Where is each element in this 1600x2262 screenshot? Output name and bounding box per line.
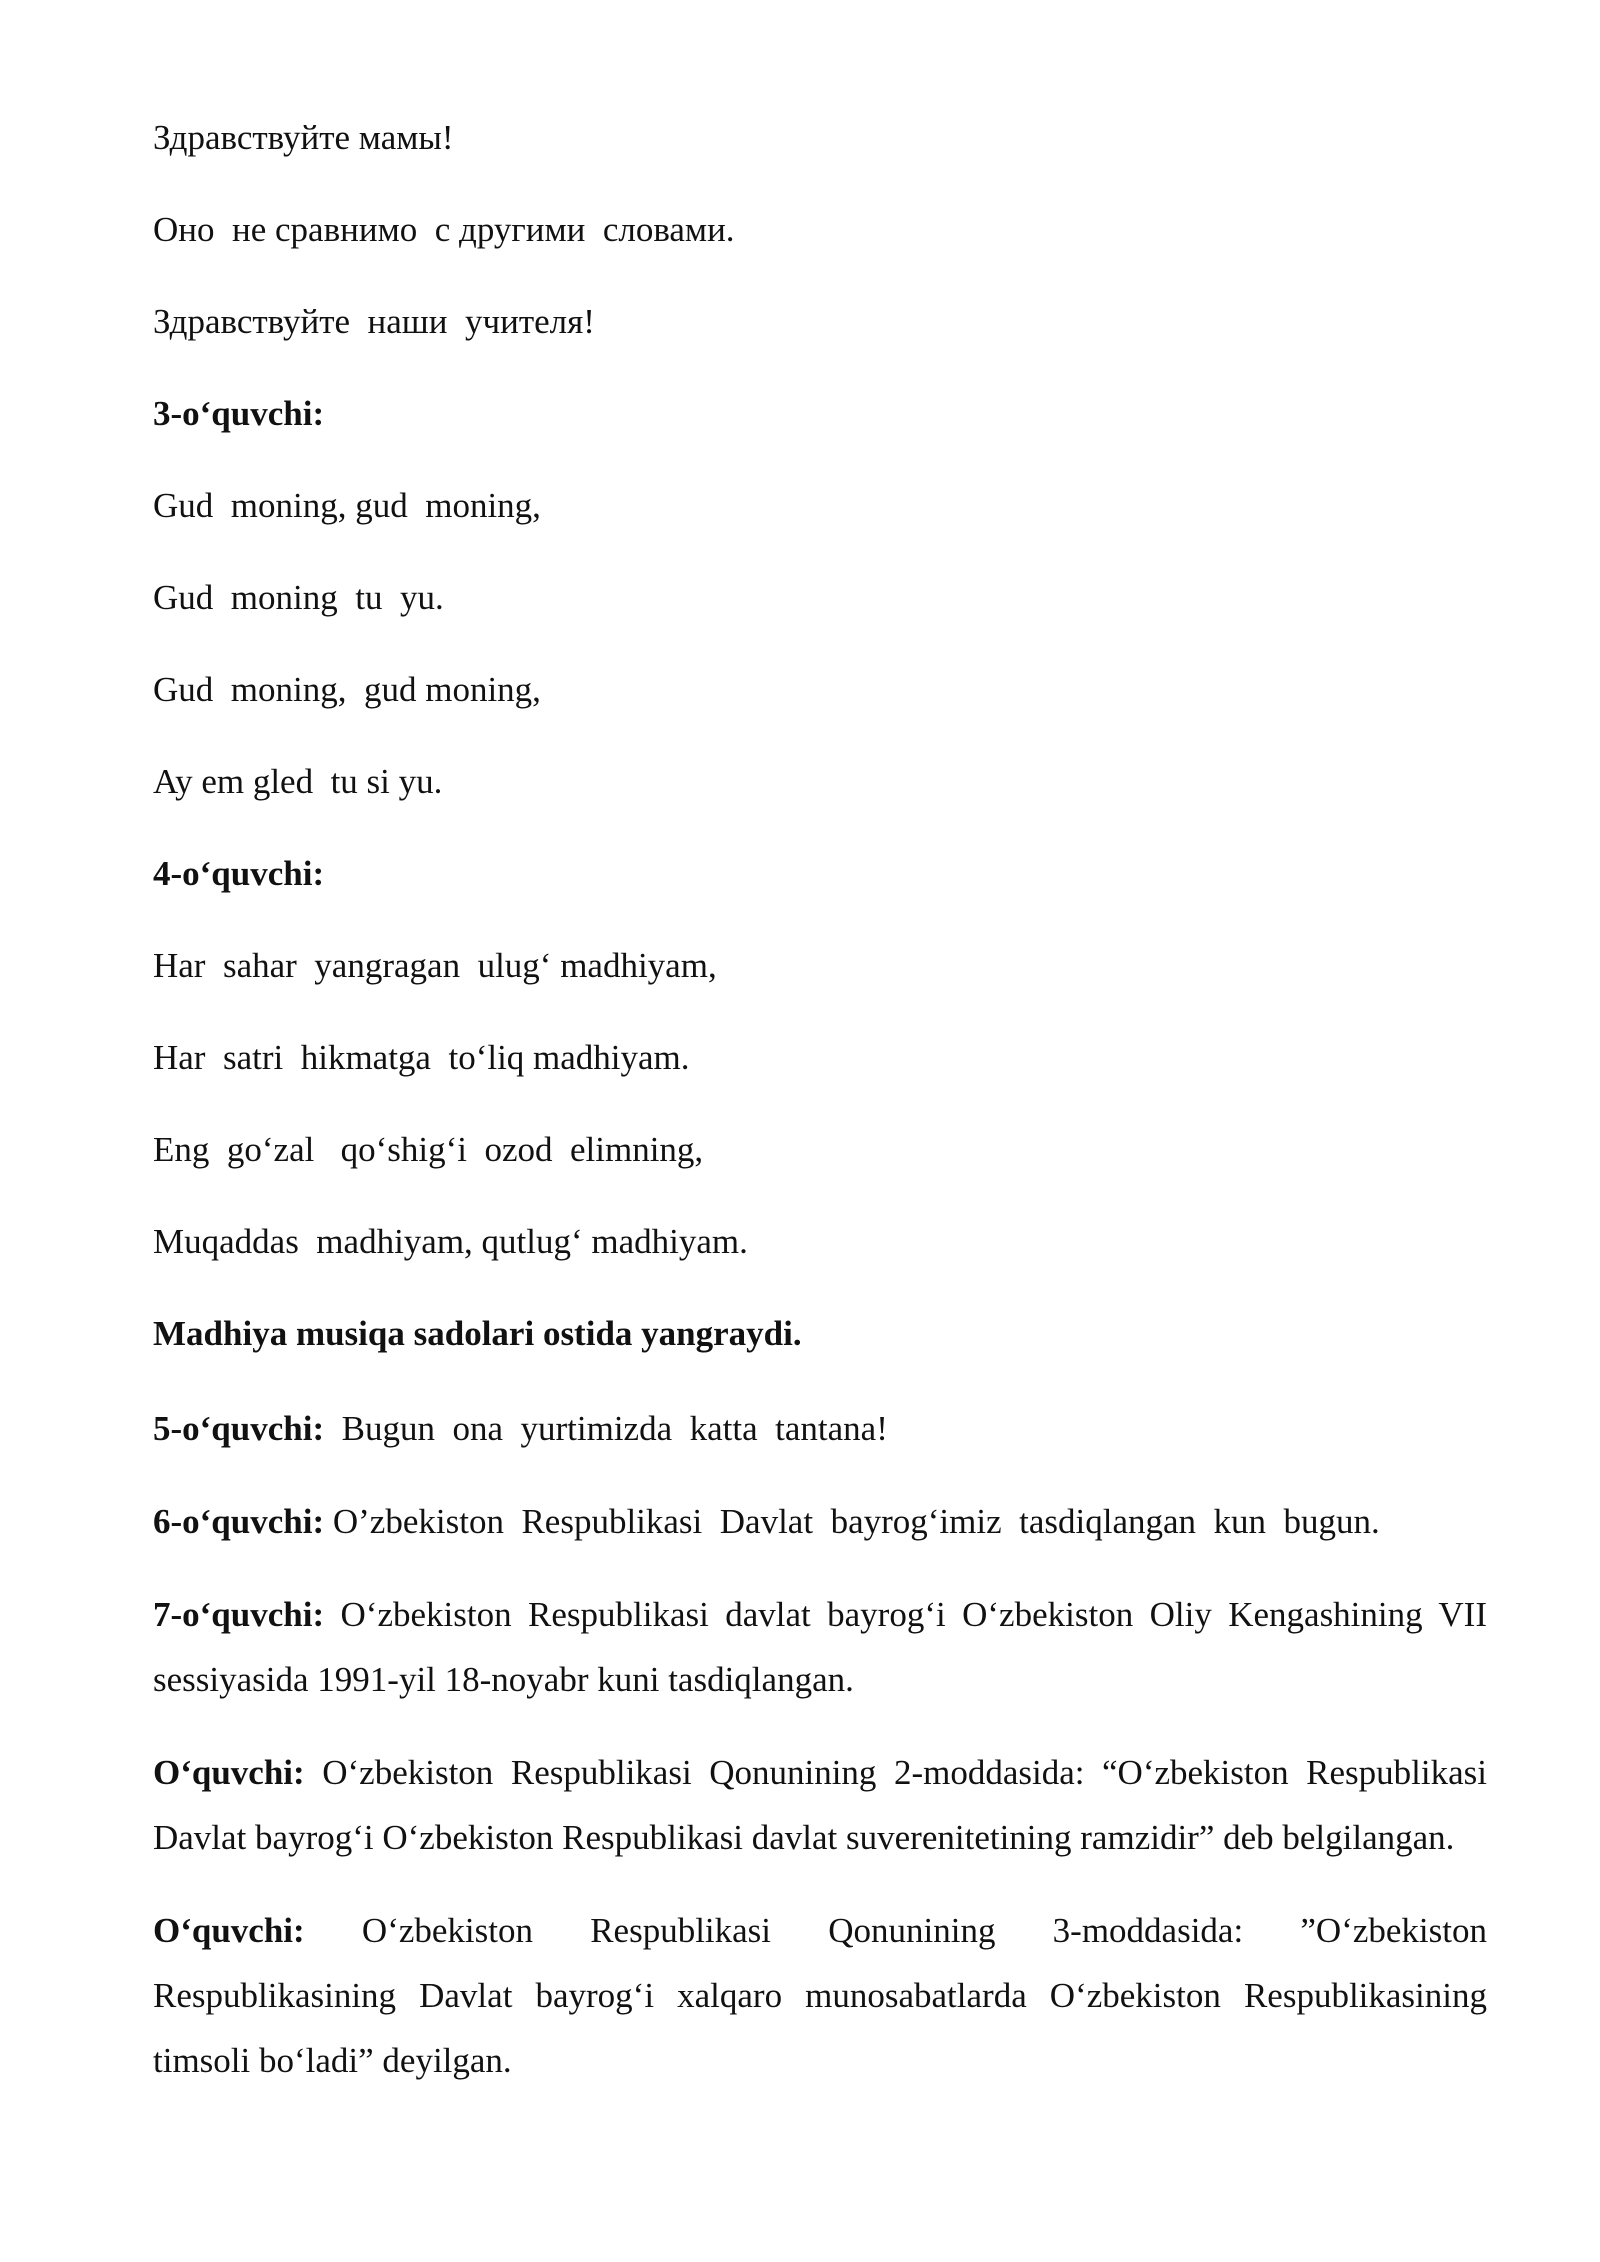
speech-paragraph <box>153 1898 1487 2093</box>
verse-line: Оно не сравнимо с другими словами. <box>153 210 735 249</box>
greeting-teachers: Здравствуйте наши учителя! <box>153 302 595 341</box>
verse-line: Ay em gled tu si yu. <box>153 762 443 801</box>
anthem-verse-line: Muqaddas madhiyam, qutlug‘ madhiyam. <box>153 1222 748 1261</box>
speech-text: O‘zbekiston Respublikasi Qonunining 3-moddasida: ”O‘zbekiston Respublikasining Davlat bayrog‘i xalqaro munosabatlarda O‘zbekiston Respublikasining timsoli bo‘ladi” deyilgan. <box>153 1911 1487 2080</box>
anthem-verse-line: Har sahar yangragan ulug‘ madhiyam, <box>153 946 717 985</box>
speaker-label: 4-o‘quvchi: <box>153 854 325 893</box>
speech-text: O‘zbekiston Respublikasi davlat bayrog‘i O‘zbekiston Oliy Kengashining VII sessiyasida 1991-yil 18-noyabr kuni tasdiqlangan. <box>153 1595 1487 1699</box>
verse-line: Gud moning tu yu. <box>153 578 444 617</box>
anthem-verse-line: Eng go‘zal qo‘shig‘i ozod elimning, <box>153 1130 704 1169</box>
greeting-mothers: Здравствуйте мамы! <box>153 118 454 157</box>
speech-text: Bugun ona yurtimizda katta tantana! <box>324 1409 888 1448</box>
speaker-label: 3-o‘quvchi: <box>153 394 325 433</box>
document-page <box>153 108 1487 2121</box>
speech-paragraph <box>153 1582 1487 1712</box>
speech-paragraph <box>153 1740 1487 1870</box>
verse-line: Gud moning, gud moning, <box>153 670 541 709</box>
speech-text: O’zbekiston Respublikasi Davlat bayrog‘imiz tasdiqlangan kun bugun. <box>324 1502 1380 1541</box>
speech-text: O‘zbekiston Respublikasi Qonunining 2-moddasida: “O‘zbekiston Respublikasi Davlat bayrog‘i O‘zbekiston Respublikasi davlat suverenitetining ramzidir” deb belgilangan. <box>153 1753 1487 1857</box>
anthem-verse-line: Har satri hikmatga to‘liq madhiyam. <box>153 1038 690 1077</box>
speaker-label: O‘quvchi: <box>153 1753 305 1792</box>
stage-direction: Madhiya musiqa sadolari ostida yangraydi. <box>153 1314 802 1353</box>
verse-line: Gud moning, gud moning, <box>153 486 541 525</box>
speaker-label: 6-o‘quvchi: <box>153 1502 325 1541</box>
speaker-label: 5-o‘quvchi: <box>153 1409 325 1448</box>
speaker-label: 7-o‘quvchi: <box>153 1595 325 1634</box>
speaker-label: O‘quvchi: <box>153 1911 305 1950</box>
speech-paragraph <box>153 1396 1487 1461</box>
speech-paragraph <box>153 1489 1487 1554</box>
